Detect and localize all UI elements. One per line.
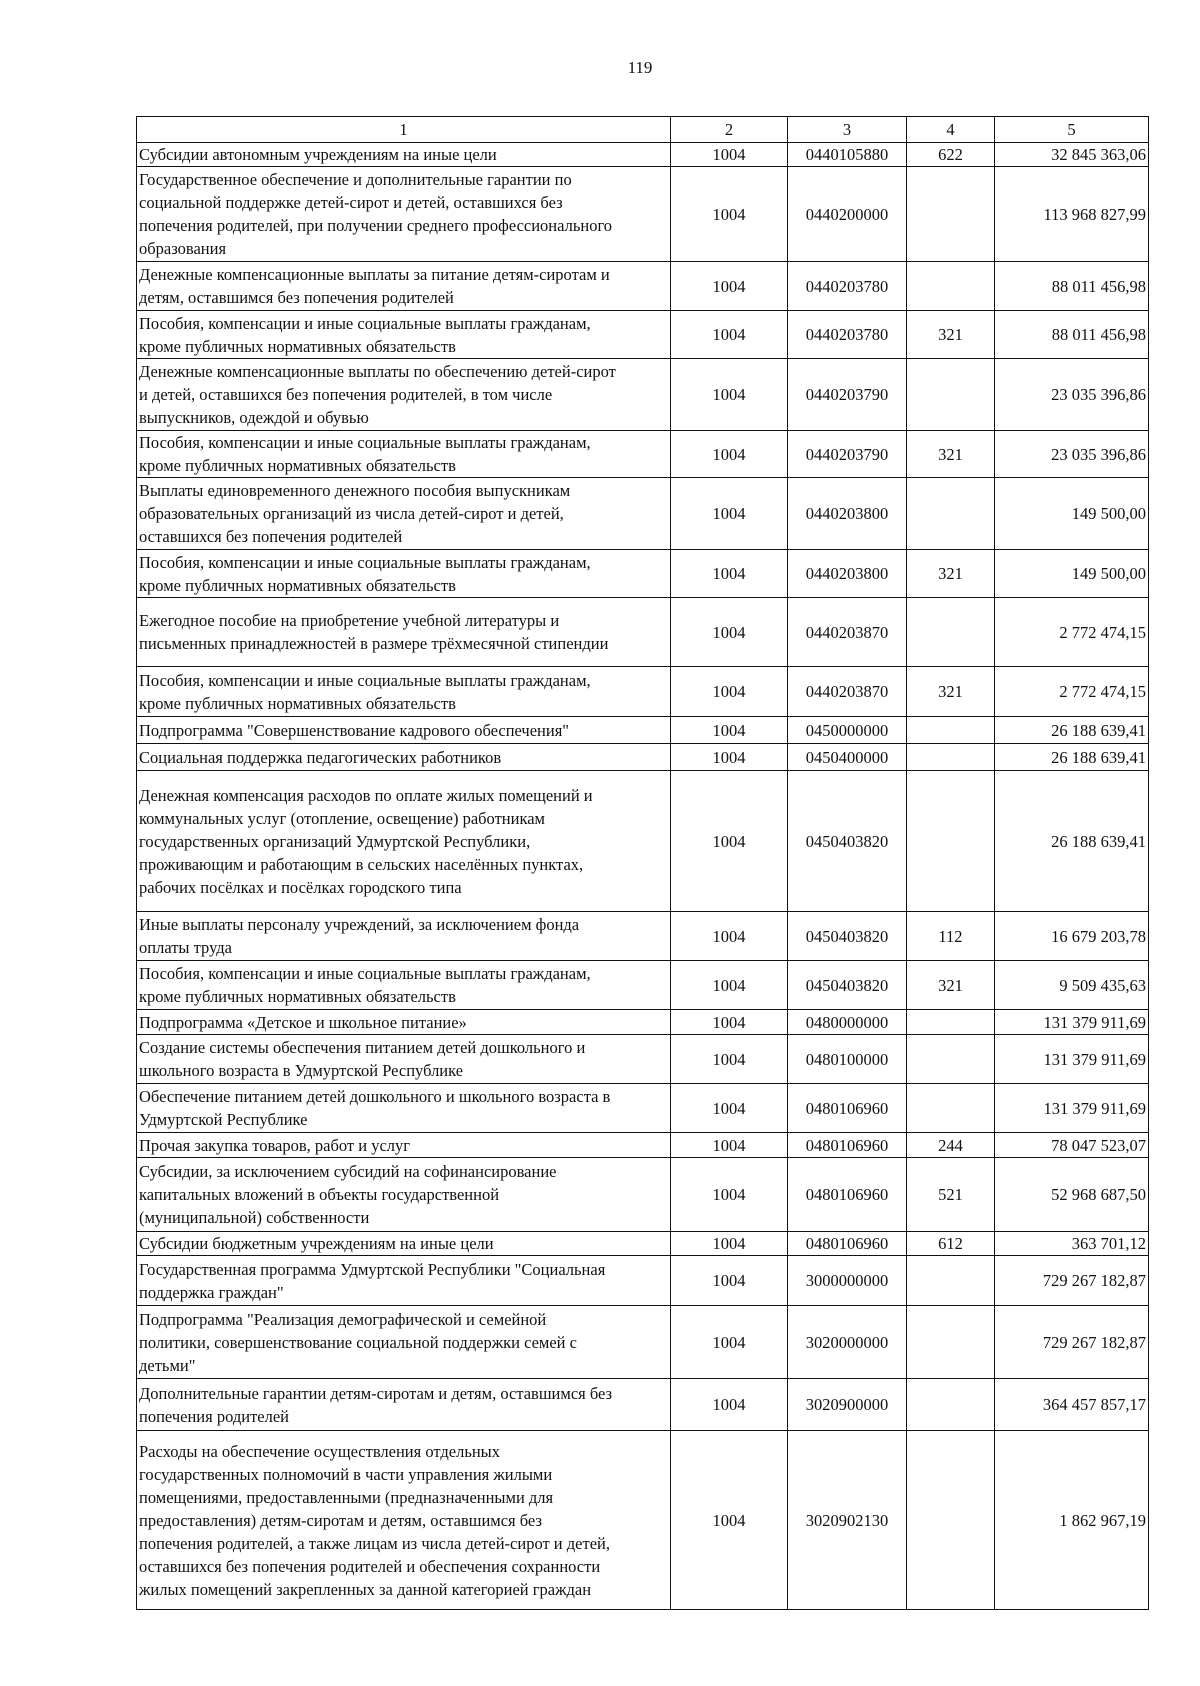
cell-section-code: 1004 (671, 550, 788, 598)
cell-amount: 26 188 639,41 (995, 717, 1149, 744)
cell-amount: 2 772 474,15 (995, 667, 1149, 717)
cell-section-code: 1004 (671, 1379, 788, 1431)
table-row (137, 431, 1149, 478)
cell-section-code: 1004 (671, 717, 788, 744)
header-col-1: 1 (137, 117, 671, 143)
cell-expense-type (907, 771, 995, 912)
cell-target-code: 0480106960 (788, 1232, 907, 1256)
cell-target-code: 0440203780 (788, 262, 907, 311)
cell-section-code: 1004 (671, 478, 788, 550)
cell-section-code: 1004 (671, 1158, 788, 1232)
cell-target-code: 0450000000 (788, 717, 907, 744)
cell-amount: 364 457 857,17 (995, 1379, 1149, 1431)
cell-amount: 23 035 396,86 (995, 431, 1149, 478)
budget-table (136, 116, 1149, 1610)
cell-description: Обеспечение питанием детей дошкольного и школьного возраста в Удмуртской Республике (137, 1084, 671, 1133)
cell-expense-type (907, 1084, 995, 1133)
cell-section-code: 1004 (671, 961, 788, 1010)
cell-description: Пособия, компенсации и иные социальные выплаты гражданам, кроме публичных нормативных обязательств (137, 431, 671, 478)
cell-section-code: 1004 (671, 1306, 788, 1379)
cell-description: Иные выплаты персоналу учреждений, за исключением фонда оплаты труда (137, 912, 671, 961)
cell-expense-type (907, 262, 995, 311)
cell-description: Создание системы обеспечения питанием детей дошкольного и школьного возраста в Удмуртской Республике (137, 1035, 671, 1084)
cell-expense-type (907, 1010, 995, 1035)
cell-expense-type (907, 1379, 995, 1431)
table-row (137, 667, 1149, 717)
cell-expense-type: 321 (907, 311, 995, 359)
table-row (137, 262, 1149, 311)
cell-amount: 52 968 687,50 (995, 1158, 1149, 1232)
cell-amount: 9 509 435,63 (995, 961, 1149, 1010)
cell-expense-type: 244 (907, 1133, 995, 1158)
cell-expense-type (907, 598, 995, 667)
cell-description: Расходы на обеспечение осуществления отдельных государственных полномочий в части управления жилыми помещениями, предоставленными (предназначенными для предоставления) детям-сиротам и детям, оставшимся без попечения родителей, а также лицам из числа детей-сирот и детей, оставшихся без попечения родителей и обеспечения сохранности жилых помещений закрепленных за данной категорией граждан (137, 1431, 671, 1610)
cell-target-code: 0440203790 (788, 359, 907, 431)
cell-target-code: 0440203790 (788, 431, 907, 478)
cell-expense-type (907, 359, 995, 431)
table-row (137, 1431, 1149, 1610)
cell-description: Денежные компенсационные выплаты по обеспечению детей-сирот и детей, оставшихся без попечения родителей, в том числе выпускников, одеждой и обувью (137, 359, 671, 431)
cell-description: Выплаты единовременного денежного пособия выпускникам образовательных организаций из числа детей-сирот и детей, оставшихся без попечения родителей (137, 478, 671, 550)
cell-amount: 16 679 203,78 (995, 912, 1149, 961)
cell-amount: 78 047 523,07 (995, 1133, 1149, 1158)
cell-target-code: 0480106960 (788, 1158, 907, 1232)
cell-expense-type (907, 1256, 995, 1306)
table-row (137, 717, 1149, 744)
cell-section-code: 1004 (671, 771, 788, 912)
cell-section-code: 1004 (671, 359, 788, 431)
cell-target-code: 0440203800 (788, 478, 907, 550)
cell-section-code: 1004 (671, 1232, 788, 1256)
header-col-3: 3 (788, 117, 907, 143)
cell-description: Субсидии, за исключением субсидий на софинансирование капитальных вложений в объекты государственной (муниципальной) собственности (137, 1158, 671, 1232)
cell-description: Пособия, компенсации и иные социальные выплаты гражданам, кроме публичных нормативных обязательств (137, 311, 671, 359)
cell-target-code: 0440105880 (788, 143, 907, 167)
table-row (137, 550, 1149, 598)
table-row (137, 1133, 1149, 1158)
cell-expense-type: 521 (907, 1158, 995, 1232)
table-row (137, 311, 1149, 359)
table-row (137, 961, 1149, 1010)
cell-amount: 131 379 911,69 (995, 1035, 1149, 1084)
cell-expense-type: 321 (907, 961, 995, 1010)
cell-section-code: 1004 (671, 1010, 788, 1035)
cell-target-code: 0450403820 (788, 912, 907, 961)
cell-target-code: 0440203800 (788, 550, 907, 598)
cell-section-code: 1004 (671, 1256, 788, 1306)
cell-target-code: 0450400000 (788, 744, 907, 771)
cell-target-code: 0450403820 (788, 771, 907, 912)
cell-target-code: 3020902130 (788, 1431, 907, 1610)
cell-section-code: 1004 (671, 1035, 788, 1084)
cell-description: Подпрограмма «Детское и школьное питание» (137, 1010, 671, 1035)
table-row (137, 359, 1149, 431)
cell-section-code: 1004 (671, 1431, 788, 1610)
cell-description: Пособия, компенсации и иные социальные выплаты гражданам, кроме публичных нормативных обязательств (137, 550, 671, 598)
cell-amount: 113 968 827,99 (995, 167, 1149, 262)
cell-section-code: 1004 (671, 311, 788, 359)
cell-section-code: 1004 (671, 744, 788, 771)
cell-target-code: 0440203870 (788, 598, 907, 667)
table-row (137, 744, 1149, 771)
cell-amount: 363 701,12 (995, 1232, 1149, 1256)
cell-section-code: 1004 (671, 1084, 788, 1133)
cell-expense-type: 321 (907, 667, 995, 717)
cell-description: Социальная поддержка педагогических работников (137, 744, 671, 771)
cell-target-code: 0480000000 (788, 1010, 907, 1035)
cell-section-code: 1004 (671, 167, 788, 262)
cell-section-code: 1004 (671, 262, 788, 311)
cell-target-code: 3020000000 (788, 1306, 907, 1379)
cell-expense-type: 622 (907, 143, 995, 167)
cell-amount: 26 188 639,41 (995, 744, 1149, 771)
header-col-4: 4 (907, 117, 995, 143)
table-row (137, 143, 1149, 167)
table-row (137, 598, 1149, 667)
table-header-row (137, 117, 1149, 143)
cell-amount: 23 035 396,86 (995, 359, 1149, 431)
cell-description: Подпрограмма "Реализация демографической и семейной политики, совершенствование социальной поддержки семей с детьми" (137, 1306, 671, 1379)
cell-target-code: 0440203870 (788, 667, 907, 717)
cell-target-code: 0440203780 (788, 311, 907, 359)
cell-amount: 131 379 911,69 (995, 1084, 1149, 1133)
cell-expense-type (907, 167, 995, 262)
header-col-2: 2 (671, 117, 788, 143)
cell-expense-type: 321 (907, 431, 995, 478)
table-row (137, 1232, 1149, 1256)
cell-description: Дополнительные гарантии детям-сиротам и детям, оставшимся без попечения родителей (137, 1379, 671, 1431)
cell-amount: 32 845 363,06 (995, 143, 1149, 167)
cell-target-code: 0480100000 (788, 1035, 907, 1084)
cell-target-code: 0440200000 (788, 167, 907, 262)
page-number: 119 (627, 58, 653, 77)
table-row (137, 167, 1149, 262)
cell-expense-type: 112 (907, 912, 995, 961)
cell-expense-type (907, 1306, 995, 1379)
cell-amount: 88 011 456,98 (995, 262, 1149, 311)
table-row (137, 771, 1149, 912)
cell-amount: 88 011 456,98 (995, 311, 1149, 359)
cell-expense-type: 612 (907, 1232, 995, 1256)
cell-expense-type (907, 1431, 995, 1610)
cell-description: Субсидии бюджетным учреждениям на иные цели (137, 1232, 671, 1256)
cell-target-code: 0450403820 (788, 961, 907, 1010)
cell-section-code: 1004 (671, 667, 788, 717)
cell-description: Денежные компенсационные выплаты за питание детям-сиротам и детям, оставшимся без попечения родителей (137, 262, 671, 311)
cell-amount: 729 267 182,87 (995, 1306, 1149, 1379)
cell-target-code: 0480106960 (788, 1084, 907, 1133)
cell-description: Денежная компенсация расходов по оплате жилых помещений и коммунальных услуг (отопление, освещение) работникам государственных организаций Удмуртской Республики, проживающим и работающим в сельских населённых пунктах, рабочих посёлках и посёлках городского типа (137, 771, 671, 912)
table-row (137, 1256, 1149, 1306)
table-row (137, 1035, 1149, 1084)
cell-section-code: 1004 (671, 1133, 788, 1158)
cell-description: Ежегодное пособие на приобретение учебной литературы и письменных принадлежностей в размере трёхмесячной стипендии (137, 598, 671, 667)
cell-target-code: 3020900000 (788, 1379, 907, 1431)
table-row (137, 1010, 1149, 1035)
cell-amount: 26 188 639,41 (995, 771, 1149, 912)
cell-description: Пособия, компенсации и иные социальные выплаты гражданам, кроме публичных нормативных обязательств (137, 667, 671, 717)
cell-description: Государственное обеспечение и дополнительные гарантии по социальной поддержке детей-сирот и детей, оставшихся без попечения родителей, при получении среднего профессионального образования (137, 167, 671, 262)
cell-description: Государственная программа Удмуртской Республики "Социальная поддержка граждан" (137, 1256, 671, 1306)
cell-expense-type (907, 744, 995, 771)
cell-description: Субсидии автономным учреждениям на иные цели (137, 143, 671, 167)
cell-target-code: 3000000000 (788, 1256, 907, 1306)
cell-amount: 149 500,00 (995, 478, 1149, 550)
cell-expense-type (907, 478, 995, 550)
cell-description: Прочая закупка товаров, работ и услуг (137, 1133, 671, 1158)
cell-target-code: 0480106960 (788, 1133, 907, 1158)
cell-section-code: 1004 (671, 912, 788, 961)
cell-description: Подпрограмма "Совершенствование кадрового обеспечения" (137, 717, 671, 744)
cell-amount: 149 500,00 (995, 550, 1149, 598)
table-row (137, 1084, 1149, 1133)
header-col-5: 5 (995, 117, 1149, 143)
table-row (137, 1379, 1149, 1431)
cell-amount: 1 862 967,19 (995, 1431, 1149, 1610)
cell-amount: 131 379 911,69 (995, 1010, 1149, 1035)
table-row (137, 912, 1149, 961)
table-row (137, 478, 1149, 550)
cell-expense-type (907, 1035, 995, 1084)
table-row (137, 1158, 1149, 1232)
table-row (137, 1306, 1149, 1379)
cell-amount: 2 772 474,15 (995, 598, 1149, 667)
cell-expense-type (907, 717, 995, 744)
cell-section-code: 1004 (671, 431, 788, 478)
cell-section-code: 1004 (671, 143, 788, 167)
cell-description: Пособия, компенсации и иные социальные выплаты гражданам, кроме публичных нормативных обязательств (137, 961, 671, 1010)
cell-section-code: 1004 (671, 598, 788, 667)
cell-amount: 729 267 182,87 (995, 1256, 1149, 1306)
cell-expense-type: 321 (907, 550, 995, 598)
